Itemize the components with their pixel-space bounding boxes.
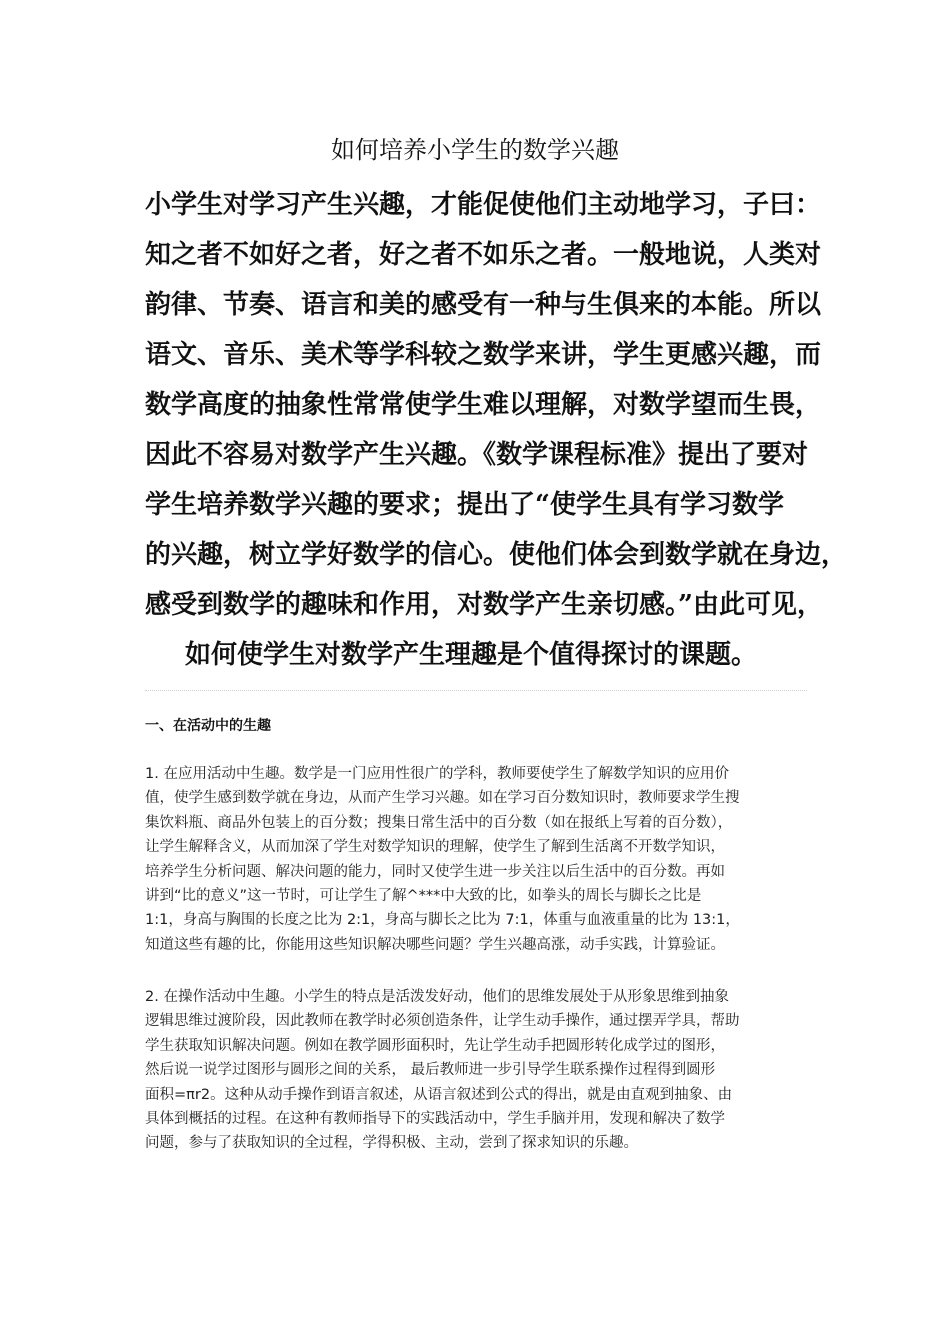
paragraph-line: 知道这些有趣的比，你能用这些知识解决哪些问题？学生兴趣高涨，动手实践，计算验证。 <box>145 936 725 953</box>
intro-line: 因此不容易对数学产生兴趣。《数学课程标准》提出了要对 <box>145 440 809 470</box>
paragraph-line: 面积=πr2。这种从动手操作到语言叙述，从语言叙述到公式的得出，就是由直观到抽象、由 <box>145 1086 733 1103</box>
intro-line: 感受到数学的趣味和作用，对数学产生亲切感。”由此可见， <box>145 590 823 620</box>
intro-line: 学生培养数学兴趣的要求；提出了“使学生具有学习数学 <box>145 490 784 520</box>
paragraph-line: 问题，参与了获取知识的全过程，学得积极、主动，尝到了探求知识的乐趣。 <box>145 1135 638 1152</box>
paragraph-line: 然后说一说学过图形与圆形之间的关系， 最后教师进一步引导学生联系操作过程得到圆形 <box>145 1062 716 1079</box>
intro-line: 语文、音乐、美术等学科较之数学来讲，学生更感兴趣，而 <box>145 340 822 370</box>
paragraph-line: 值，使学生感到数学就在身边，从而产生学习兴趣。如在学习百分数知识时，教师要求学生搜 <box>145 790 740 807</box>
paragraph-line: 学生获取知识解决问题。例如在教学圆形面积时，先让学生动手把圆形转化成学过的图形， <box>145 1037 725 1054</box>
section-divider <box>145 690 807 691</box>
paragraph-line: 逻辑思维过渡阶段，因此教师在教学时必须创造条件，让学生动手操作，通过摆弄学具，帮助 <box>145 1013 740 1030</box>
paragraph-line: 让学生解释含义，从而加深了学生对数学知识的理解，使学生了解到生活离不开数学知识， <box>145 839 725 856</box>
intro-line: 韵律、节奏、语言和美的感受有一种与生俱来的本能。所以 <box>145 290 822 320</box>
paragraph-line: 具体到概括的过程。在这种有教师指导下的实践活动中，学生手脑并用，发现和解决了数学 <box>145 1111 725 1128</box>
paragraph-line: 集饮料瓶、商品外包装上的百分数；搜集日常生活中的百分数（如在报纸上写着的百分数）， <box>145 814 733 831</box>
intro-line: 知之者不如好之者，好之者不如乐之者。一般地说，人类对 <box>145 240 822 270</box>
body-paragraph-2 <box>145 985 825 1156</box>
paragraph-line: 2. 在操作活动中生趣。小学生的特点是活泼发好动，他们的思维发展处于从形象思维到抽象 <box>145 989 729 1005</box>
intro-line: 如何使学生对数学产生理趣是个值得探讨的课题。 <box>185 640 758 670</box>
paragraph-line: 1:1，身高与胸围的长度之比为 2:1，身高与脚长之比为 7:1，体重与血液重量的比为 13:1， <box>145 912 740 929</box>
intro-line: 数学高度的抽象性常常使学生难以理解，对数学望而生畏， <box>145 390 822 420</box>
paragraph-line: 讲到“比的意义”这一节时，可让学生了解^***中大致的比，如拳头的周长与脚长之比是 <box>145 888 702 905</box>
section-heading: 一、在活动中的生趣 <box>145 718 271 734</box>
document-title: 如何培养小学生的数学兴趣 <box>331 136 619 164</box>
body-paragraph-1 <box>145 762 825 957</box>
intro-line: 的兴趣，树立学好数学的信心。使他们体会到数学就在身边， <box>145 540 848 570</box>
paragraph-line: 1. 在应用活动中生趣。数学是一门应用性很广的学科，教师要使学生了解数学知识的应用价 <box>145 766 729 782</box>
intro-line: 小学生对学习产生兴趣，才能促使他们主动地学习，子曰： <box>145 190 822 220</box>
intro-paragraph <box>145 180 848 680</box>
paragraph-line: 培养学生分析问题、解决问题的能力，同时又使学生进一步关注以后生活中的百分数。再如 <box>145 863 725 880</box>
